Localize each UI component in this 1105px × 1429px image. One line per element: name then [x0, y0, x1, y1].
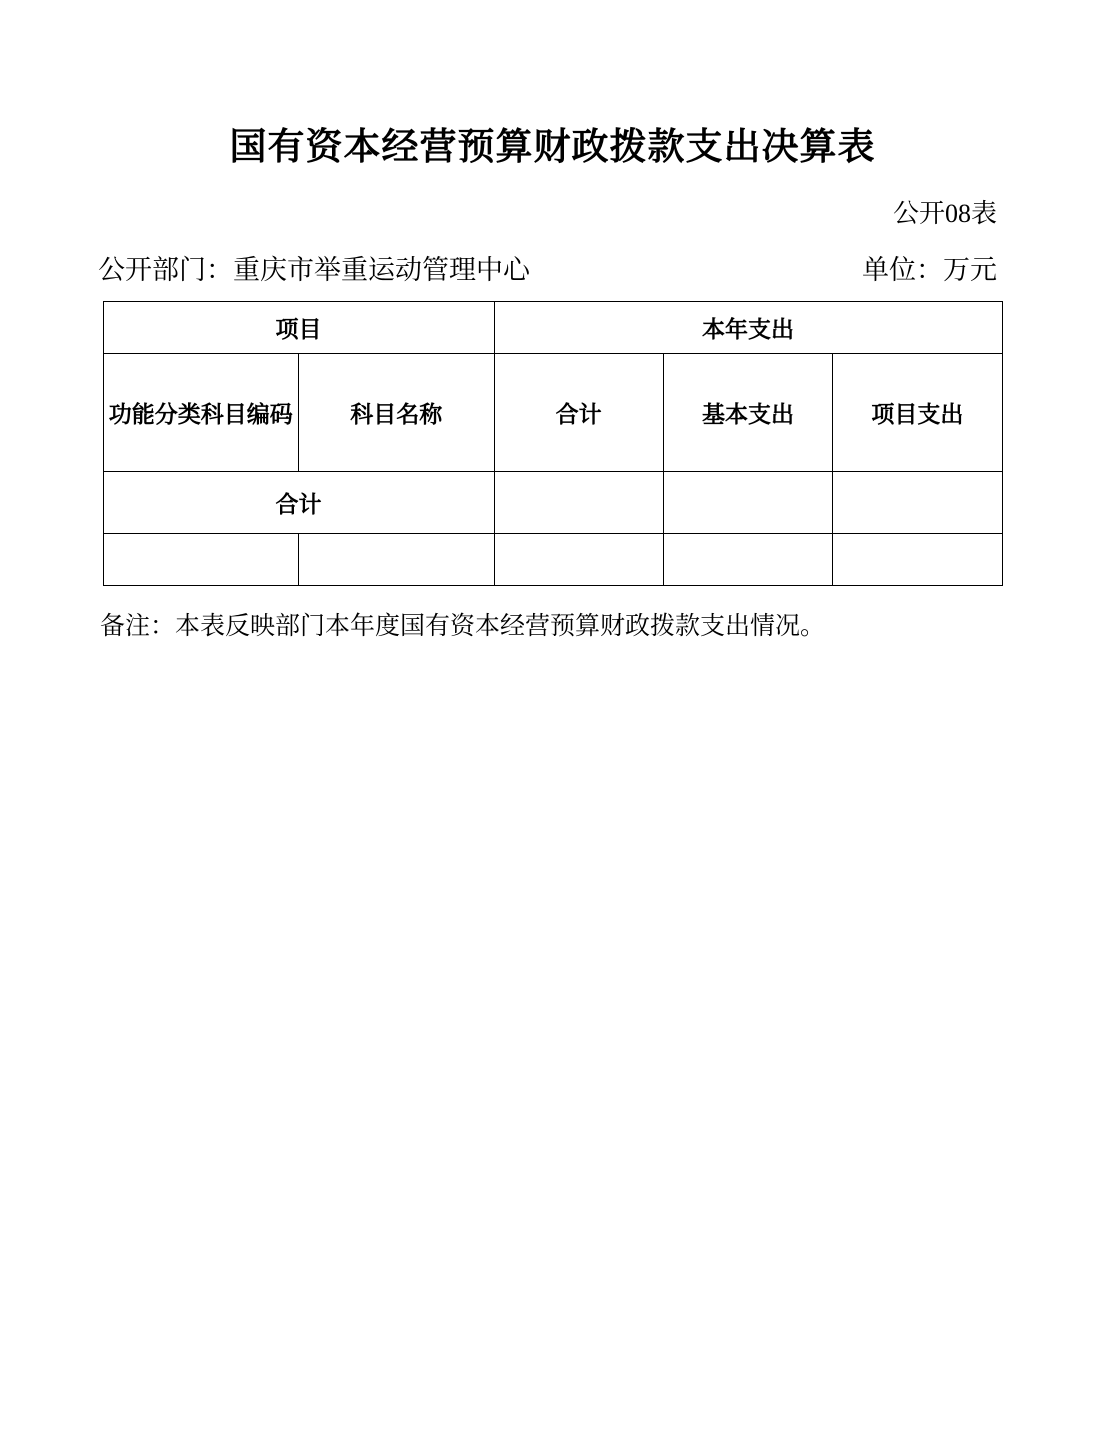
expenditure-table	[103, 301, 1003, 586]
cell-basic-expenditure	[663, 534, 832, 586]
table-column-header-row	[103, 354, 1002, 472]
table-total-row	[103, 472, 1002, 534]
department-label: 公开部门：重庆市举重运动管理中心	[98, 255, 530, 286]
column-header-function-code: 功能分类科目编码	[103, 354, 299, 472]
form-code: 公开08表	[892, 199, 997, 229]
unit-label: 单位：万元	[862, 255, 997, 286]
total-row-total	[494, 472, 663, 534]
column-header-project-expenditure: 项目支出	[833, 354, 1002, 472]
cell-total	[494, 534, 663, 586]
group-header-current-year: 本年支出	[494, 302, 1002, 354]
total-row-basic-expenditure	[663, 472, 832, 534]
table-group-header-row	[103, 302, 1002, 354]
cell-project-expenditure	[833, 534, 1002, 586]
cell-subject-name	[299, 534, 495, 586]
total-row-project-expenditure	[833, 472, 1002, 534]
meta-row	[0, 230, 1105, 287]
table-note: 备注：本表反映部门本年度国有资本经营预算财政拨款支出情况。	[100, 613, 826, 641]
column-header-subject-name: 科目名称	[299, 354, 495, 472]
group-header-item: 项目	[103, 302, 494, 354]
column-header-total: 合计	[494, 354, 663, 472]
column-header-basic-expenditure: 基本支出	[663, 354, 832, 472]
total-row-label: 合计	[103, 472, 494, 534]
table-row	[103, 534, 1002, 586]
page-title: 国有资本经营预算财政拨款支出决算表	[229, 126, 876, 167]
cell-function-code	[103, 534, 299, 586]
